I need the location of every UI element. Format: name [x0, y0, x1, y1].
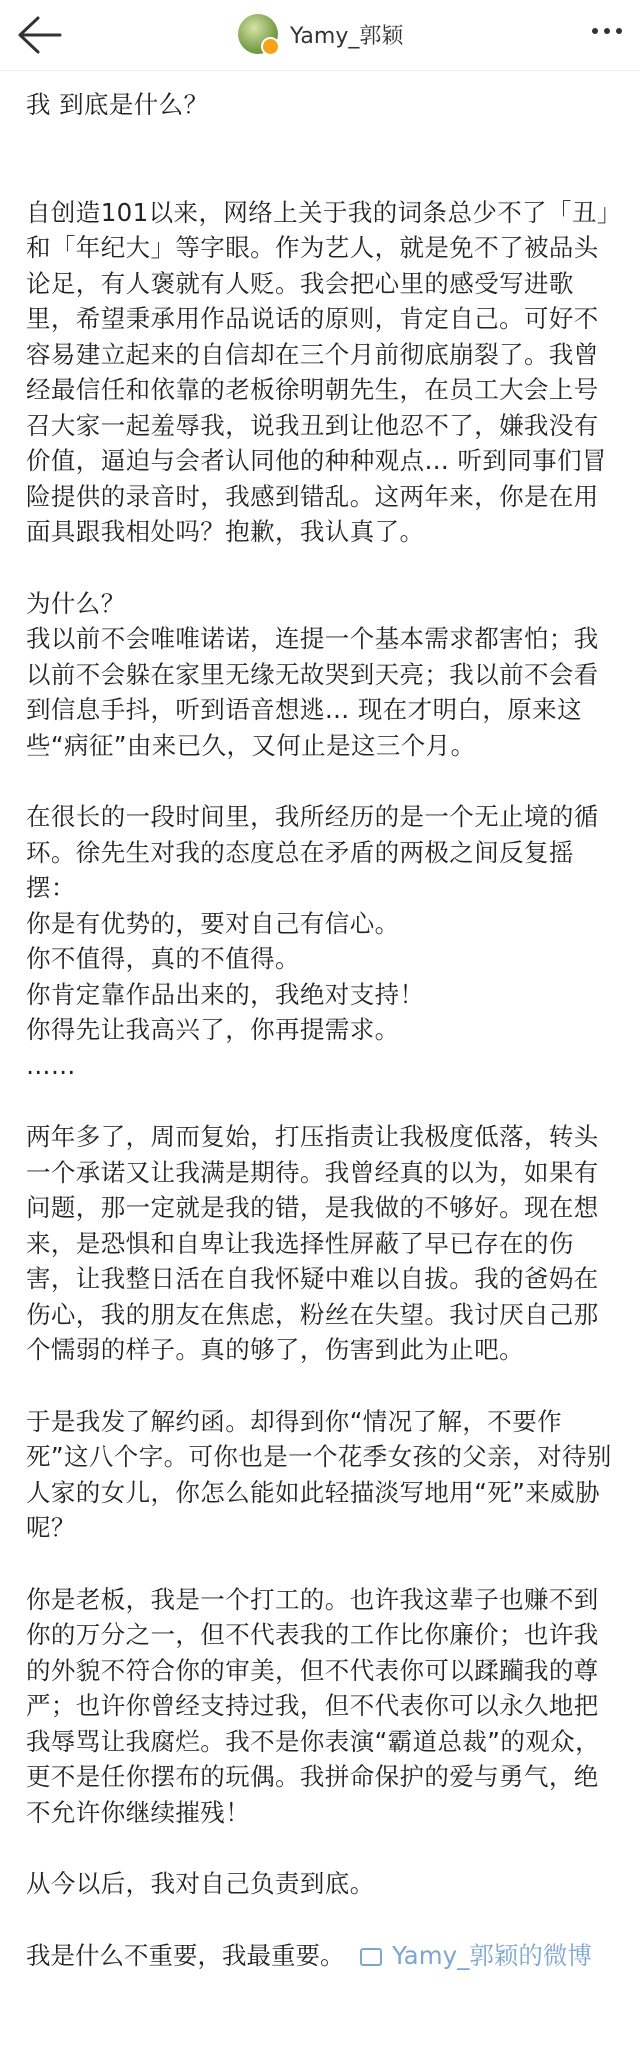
- profile-header[interactable]: [238, 12, 403, 56]
- paragraph-1: 自创造101以来，网络上关于我的词条总少不了「丑」和「年纪大」等字眼。作为艺人，就是免不了被品头论足，有人褒就有人贬。我会把心里的感受写进歌里，希望秉承用作品说话的原则，肯定自己。可好不容易建立起来的自信却在三个月前彻底崩裂了。我曾经最信任和依靠的老板徐明朝先生，在员工大会上号召大家一起羞辱我，说我丑到让他忍不了，嫌我没有价值，逼迫与会者认同他的种种观点… 听到同事们冒险提供的录音时，我感到错乱。这两年来，你是在用面具跟我相处吗？抱歉，我认真了。: [26, 197, 610, 546]
- paragraph-6: 你是老板，我是一个打工的。也许我这辈子也赚不到你的万分之一，但不代表我的工作比你廉价；也许我的外貌不符合你的审美，但不代表你可以蹂躏我的尊严；也许你曾经支持过我，但不代表你可以永久地把我辱骂让我腐烂。我不是你表演“霸道总裁”的观众，更不是任你摆布的玩偶。我拼命保护的爱与勇气，绝不允许你继续摧残！: [26, 1584, 600, 1827]
- avatar[interactable]: [238, 14, 278, 54]
- back-button[interactable]: [16, 14, 62, 56]
- paragraph-3-line: 在很长的一段时间里，我所经历的是一个无止境的循环。徐先生对我的态度总在矛盾的两极之间反复摇摆：: [26, 802, 599, 902]
- more-button[interactable]: [592, 28, 622, 34]
- last-line-text: 我是什么不重要，我最重要。: [26, 1940, 345, 1970]
- profile-name: Yamy_郭颖: [290, 23, 404, 49]
- paragraph-2-line: 我以前不会唯唯诺诺，连提一个基本需求都害怕；我以前不会躲在家里无缘无故哭到天亮；我以前不会看到信息手抖，听到语音想逃… 现在才明白，原来这些“病征”由来已久，又何止是这三个月。: [26, 624, 599, 760]
- verified-badge-icon: [261, 37, 280, 56]
- arrow-left-icon: [16, 14, 62, 56]
- paragraph-7: 从今以后，我对自己负责到底。: [26, 1869, 375, 1898]
- camera-icon: [360, 1948, 382, 1966]
- last-line: [26, 1938, 614, 1974]
- paragraph-3-line: ……: [26, 1050, 76, 1080]
- paragraph-2-line: 为什么？: [26, 588, 126, 618]
- post-content: [0, 71, 640, 1973]
- watermark-text: Yamy_郭颖的微博: [392, 1940, 592, 1970]
- paragraph-3-line: 你得先让我高兴了，你再提需求。: [26, 1015, 400, 1044]
- top-bar: [0, 0, 640, 71]
- weibo-watermark: [360, 1938, 592, 1974]
- more-dots-icon: [592, 28, 598, 34]
- post-title: 我 到底是什么？: [26, 90, 209, 119]
- paragraph-3-line: 你是有优势的，要对自己有信心。: [26, 908, 400, 938]
- paragraph-4: 两年多了，周而复始，打压指责让我极度低落，转头一个承诺又让我满是期待。我曾经真的以为，如果有问题，那一定就是我的错，是我做的不够好。现在想来，是恐惧和自卑让我选择性屏蔽了早已存在的伤害，让我整日活在自我怀疑中难以自拔。我的爸妈在伤心，我的朋友在焦虑，粉丝在失望。我讨厌自己那个懦弱的样子。真的够了，伤害到此为止吧。: [26, 1122, 599, 1364]
- paragraph-3-line: 你不值得，真的不值得。: [26, 944, 300, 973]
- paragraph-3-line: 你肯定靠作品出来的，我绝对支持！: [26, 979, 425, 1009]
- paragraph-5: 于是我发了解约函。却得到你“情况了解，不要作死”这八个字。可你也是一个花季女孩的父亲，对待别人家的女儿，你怎么能如此轻描淡写地用“死”来威胁呢？: [26, 1406, 612, 1542]
